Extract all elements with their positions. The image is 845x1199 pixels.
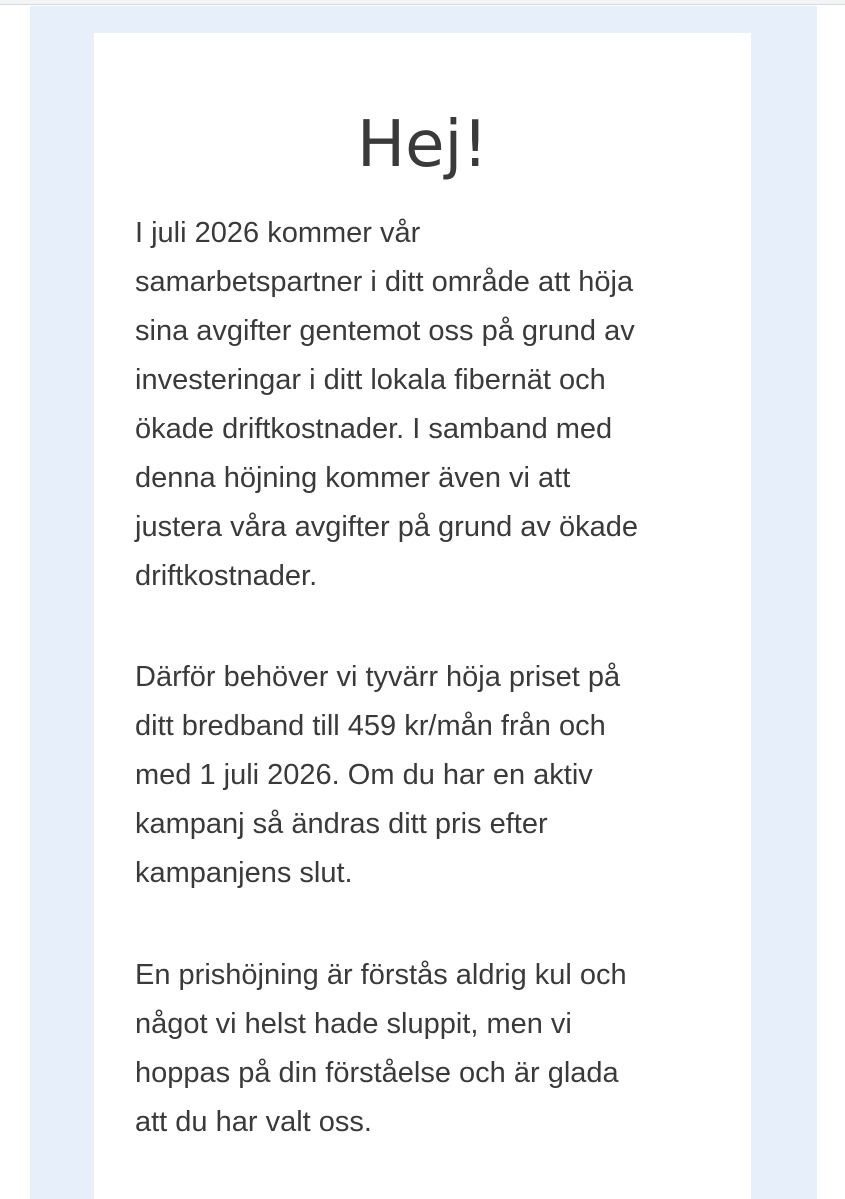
text-line: ditt bredband till 459 kr/mån från och [135, 710, 606, 742]
paragraph-new-price [135, 653, 735, 898]
text-line: I juli 2026 kommer vår [135, 217, 421, 249]
top-divider [0, 0, 845, 5]
text-line: denna höjning kommer även vi att [135, 462, 571, 494]
text-line: driftkostnader. [135, 560, 318, 592]
text-line: En prishöjning är förstås aldrig kul och [135, 959, 627, 991]
text-line: samarbetspartner i ditt område att höja [135, 266, 634, 298]
text-line: Därför behöver vi tyvärr höja priset på [135, 661, 621, 693]
text-line: justera våra avgifter på grund av ökade [135, 511, 638, 543]
text-line: med 1 juli 2026. Om du har en aktiv [135, 759, 593, 791]
text-line: något vi helst hade sluppit, men vi [135, 1008, 572, 1040]
paragraph-closing [135, 951, 735, 1147]
text-line: sina avgifter gentemot oss på grund av [135, 315, 635, 347]
text-line: investeringar i ditt lokala fibernät och [135, 364, 606, 396]
text-line: ökade driftkostnader. I samband med [135, 413, 613, 445]
text-line: att du har valt oss. [135, 1106, 372, 1138]
email-greeting: Hej! [357, 108, 488, 182]
text-line: kampanjens slut. [135, 857, 353, 889]
text-line: kampanj så ändras ditt pris efter [135, 808, 548, 840]
paragraph-price-reason [135, 209, 735, 601]
email-background [30, 6, 817, 1199]
email-card [94, 33, 751, 1199]
text-line: hoppas på din förståelse och är glada [135, 1057, 619, 1089]
